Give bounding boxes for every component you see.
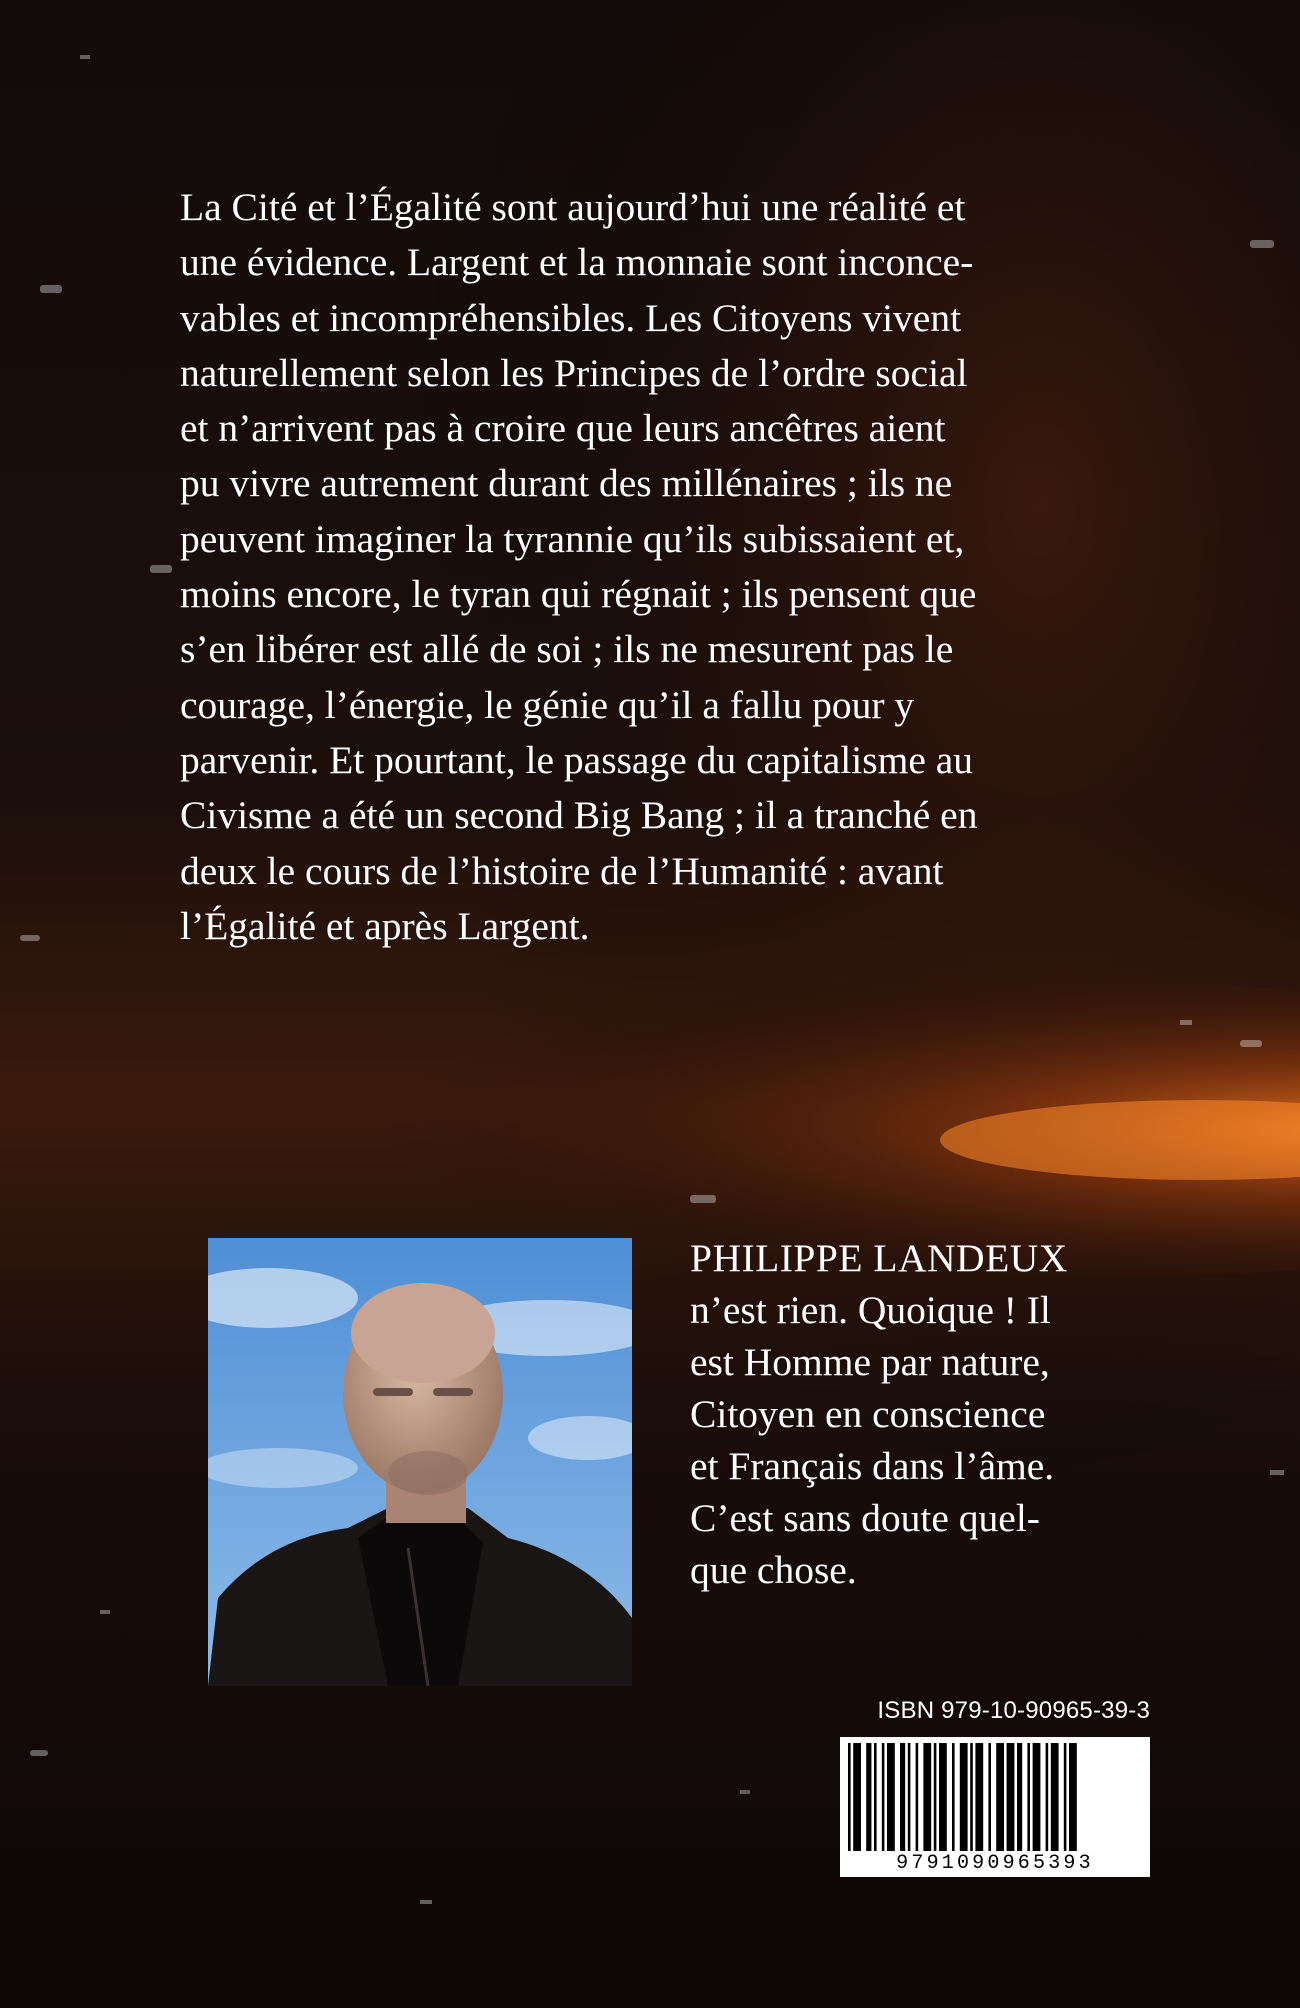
blurb-line: l’Égalité et après Largent. bbox=[180, 903, 590, 948]
barcode-digits: 9791090965393 bbox=[896, 1852, 1094, 1875]
blurb-line: moins encore, le tyran qui régnait ; ils pensent que bbox=[180, 572, 977, 617]
author-photo bbox=[208, 1238, 632, 1686]
barcode-bar bbox=[853, 1743, 861, 1851]
barcode bbox=[840, 1737, 1150, 1877]
barcode-bar bbox=[1033, 1743, 1041, 1851]
blurb-line: La Cité et l’Égalité sont aujourd’hui une réalité et bbox=[180, 185, 966, 229]
barcode-bar bbox=[1007, 1743, 1015, 1851]
blurb-line: naturellement selon les Principes de l’ordre social bbox=[180, 350, 968, 395]
bio-line: Citoyen en conscience bbox=[690, 1392, 1046, 1436]
barcode-bar bbox=[848, 1743, 851, 1851]
blurb-line: vables et incompréhensibles. Les Citoyens vivent bbox=[180, 295, 962, 340]
barcode-bar bbox=[1017, 1743, 1022, 1851]
back-cover-blurb bbox=[180, 180, 1170, 954]
blurb-line: et n’arrivent pas à croire que leurs ancêtres aient bbox=[180, 406, 946, 451]
blurb-line: s’en libérer est allé de soi ; ils ne mesurent pas le bbox=[180, 627, 954, 672]
barcode-bar bbox=[908, 1743, 911, 1851]
barcode-bar bbox=[866, 1743, 871, 1851]
barcode-bar bbox=[1069, 1743, 1077, 1851]
bio-line: et Français dans l’âme. bbox=[690, 1444, 1055, 1488]
barcode-bar bbox=[916, 1743, 919, 1851]
blurb-line: courage, l’énergie, le génie qu’il a fallu pour y bbox=[180, 682, 915, 727]
blurb-line: deux le cours de l’histoire de l’Humanité : avant bbox=[180, 848, 944, 893]
bio-line: C’est sans doute quel- bbox=[690, 1496, 1040, 1540]
barcode-bar bbox=[988, 1743, 991, 1851]
barcode-bar bbox=[960, 1743, 968, 1851]
blurb-line: parvenir. Et pourtant, le passage du capitalisme au bbox=[180, 737, 974, 782]
barcode-bar bbox=[1027, 1743, 1030, 1851]
barcode-bar bbox=[934, 1743, 937, 1851]
bio-line: n’est rien. Quoique ! Il bbox=[690, 1288, 1051, 1332]
blurb-line: peuvent imaginer la tyrannie qu’ils subissaient et, bbox=[180, 516, 965, 561]
blurb-line: une évidence. Largent et la monnaie sont inconce- bbox=[180, 240, 974, 285]
barcode-bar bbox=[882, 1743, 885, 1851]
barcode-bar bbox=[1046, 1743, 1049, 1851]
blurb-line: pu vivre autrement durant des millénaires ; ils ne bbox=[180, 461, 953, 506]
blurb-line: Civisme a été un second Big Bang ; il a tranché en bbox=[180, 793, 978, 838]
barcode-bar bbox=[996, 1743, 1004, 1851]
author-name: PHILIPPE LANDEUX bbox=[690, 1236, 1068, 1280]
barcode-bar bbox=[939, 1743, 947, 1851]
isbn-label: ISBN 979-10-90965-39-3 bbox=[877, 1697, 1150, 1724]
barcode-bar bbox=[952, 1743, 955, 1851]
bio-line: est Homme par nature, bbox=[690, 1340, 1050, 1384]
isbn-block bbox=[830, 1697, 1150, 1877]
barcode-bar bbox=[970, 1743, 973, 1851]
barcode-bar bbox=[923, 1743, 931, 1851]
barcode-bar bbox=[900, 1743, 905, 1851]
barcode-bar bbox=[975, 1743, 983, 1851]
author-bio bbox=[690, 1232, 1124, 1596]
barcode-bar bbox=[1051, 1743, 1059, 1851]
barcode-bar bbox=[887, 1743, 895, 1851]
barcode-bar bbox=[1064, 1743, 1067, 1851]
barcode-bar bbox=[874, 1743, 877, 1851]
bio-line: que chose. bbox=[690, 1548, 857, 1592]
